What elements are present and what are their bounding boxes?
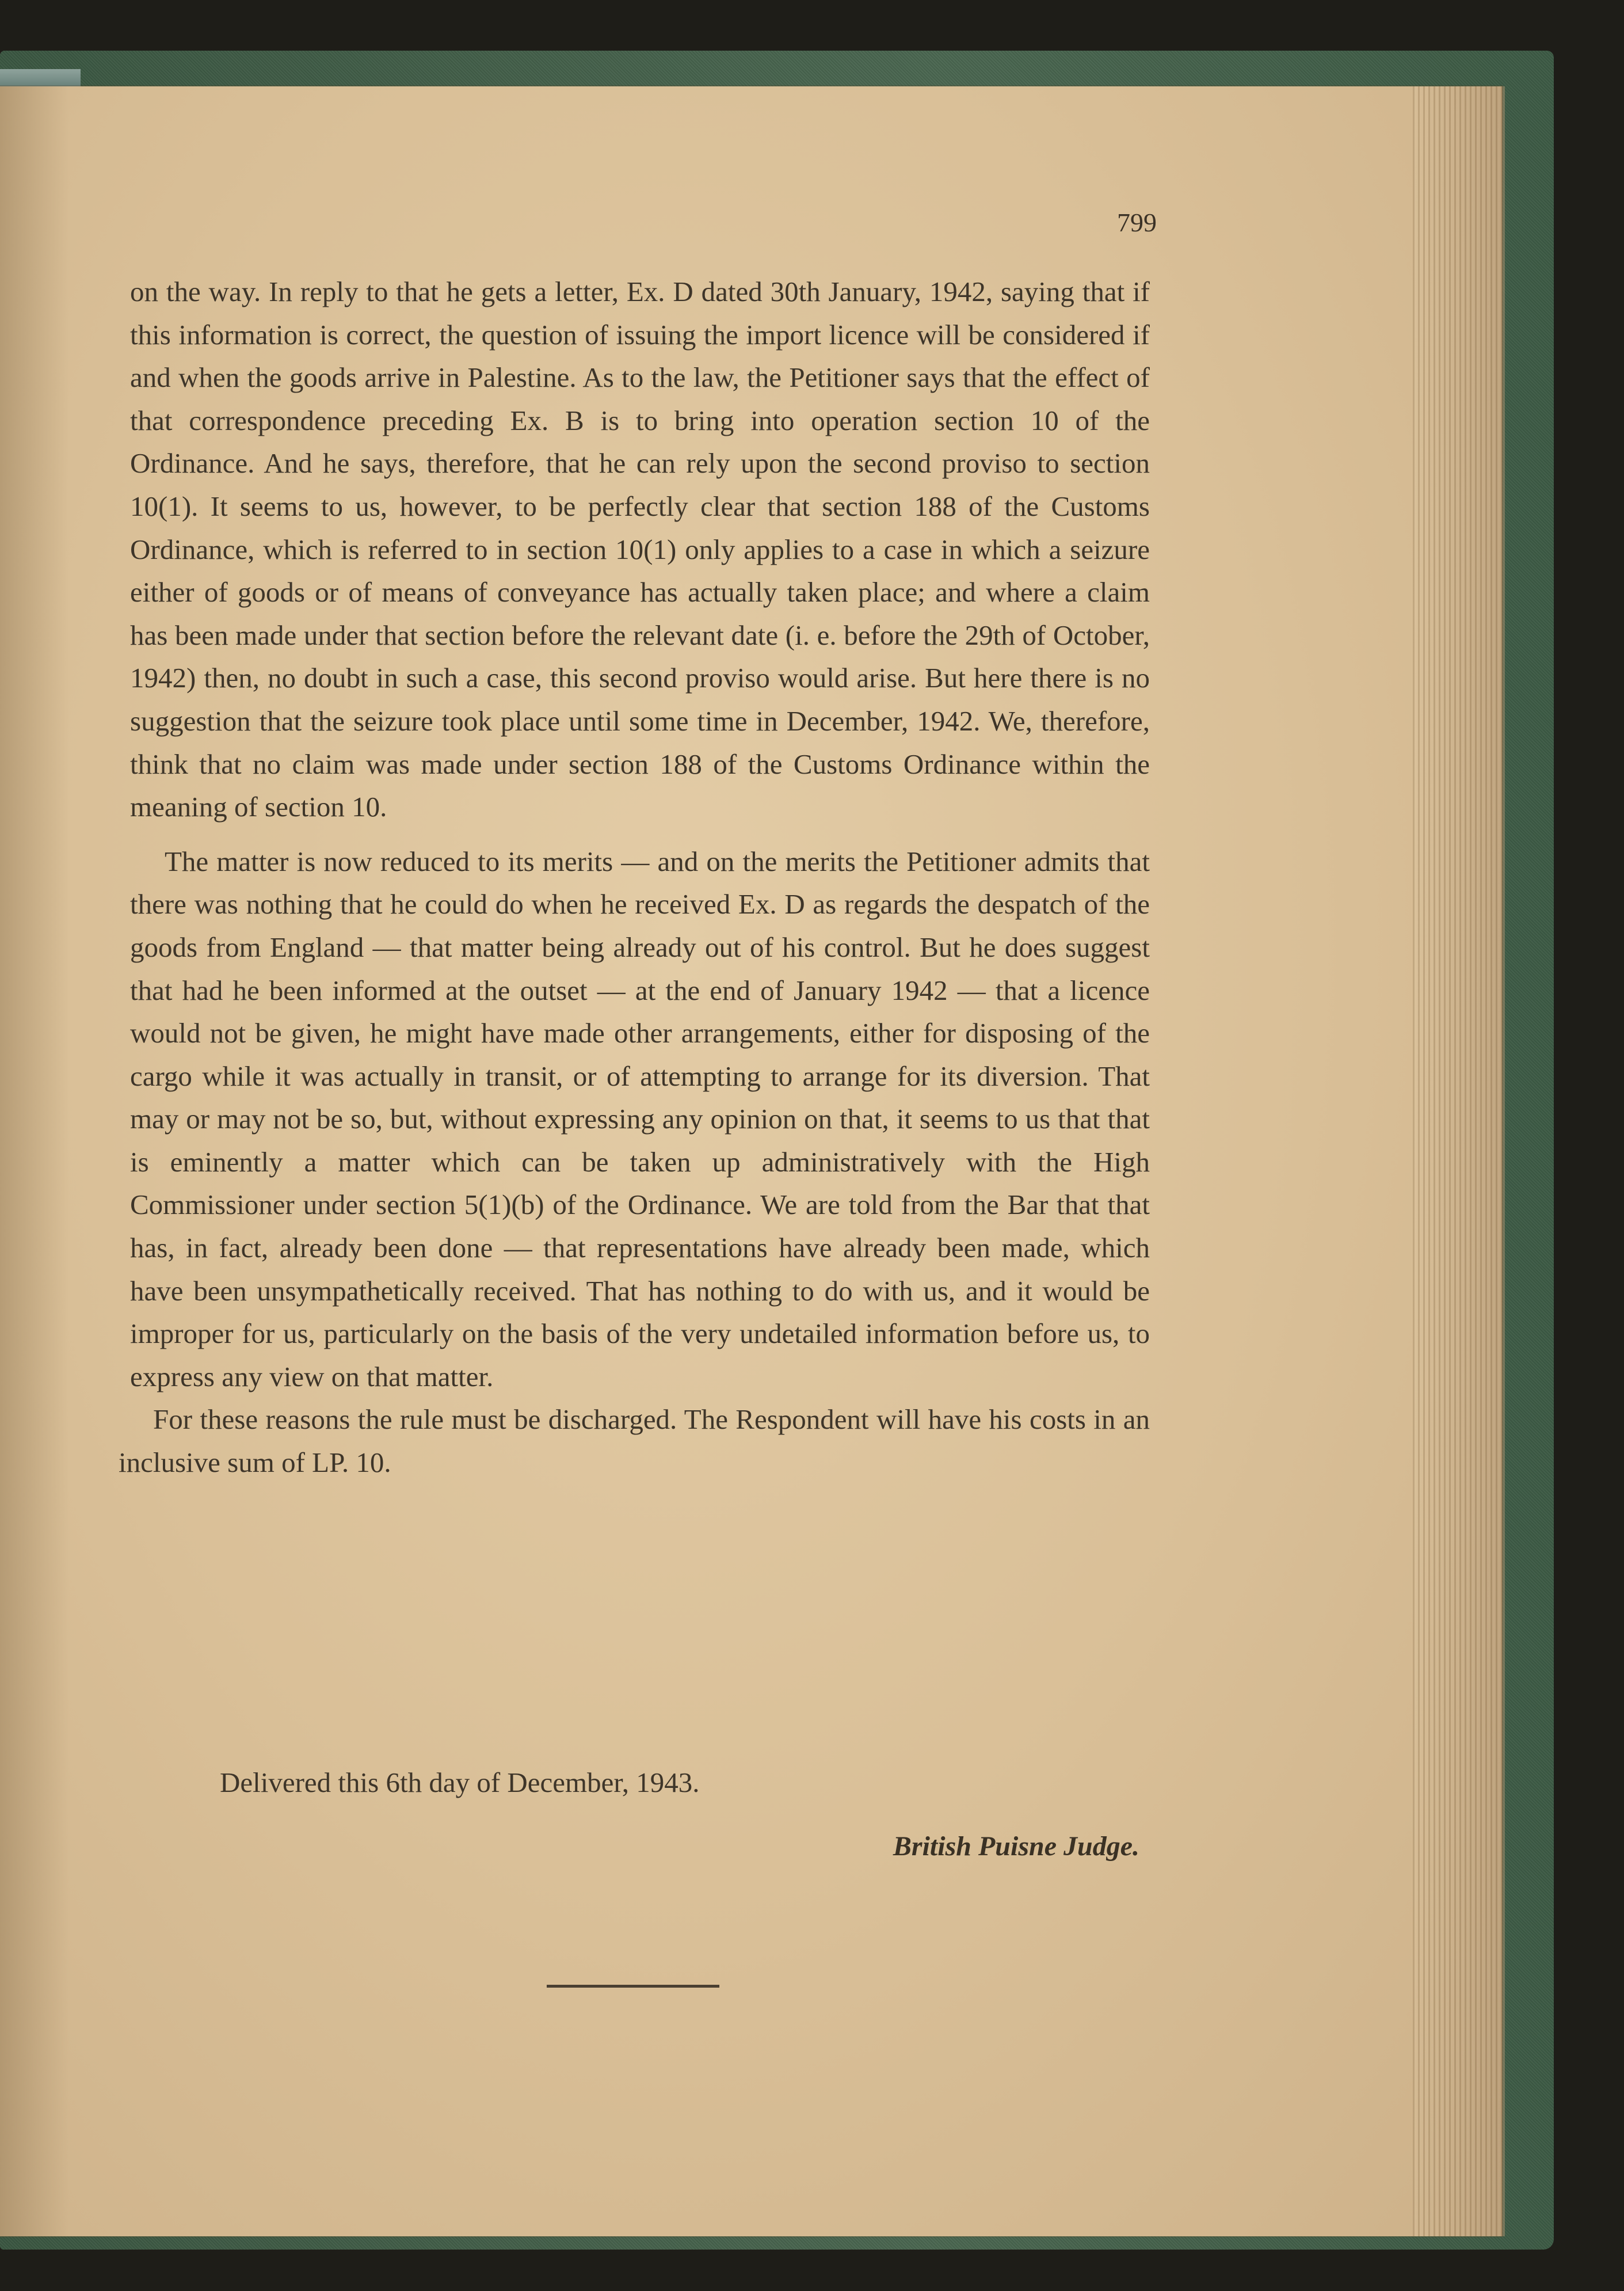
paragraph-1: on the way. In reply to that he gets a letter, Ex. D dated 30th January, 1942, saying that if this information is correct, the question of issuing the import licence will be considered if and when the goods arrive in Palestine. As to the law, the Petitioner says that the effect of that correspondence preceding Ex. B is to bring into operation section 10 of the Ordinance. And he says, therefore, that he can rely upon the second proviso to section 10(1). It seems to us, however, to be perfectly clear that section 188 of the Customs Ordinance, which is referred to in section 10(1) only applies to a case in which a seizure either of goods or of means of conveyance has actually taken place; and where a claim has been made under that section before the relevant date (i. e. before the 29th of October, 1942) then, no doubt in such a case, this second proviso would arise. But here there is no suggestion that the seizure took place until some time in December, 1942. We, therefore, think that no claim was made under section 188 of the Customs Ordinance within the meaning of section 10. xyxy=(130,276,1150,823)
gutter-shadow xyxy=(0,86,69,2236)
end-rule xyxy=(547,1985,719,1988)
judge-signature: British Puisne Judge. xyxy=(893,1831,1139,1862)
judgment-text xyxy=(119,271,1150,1485)
delivery-date-line: Delivered this 6th day of December, 1943. xyxy=(220,1767,700,1798)
paragraph-3: For these reasons the rule must be discharged. The Respondent will have his costs in an inclusive sum of LP. 10. xyxy=(119,1403,1150,1479)
page-number: 799 xyxy=(1117,208,1157,237)
paragraph-2: The matter is now reduced to its merits — and on the merits the Petitioner admits that there was nothing that he could do when he received Ex. D as regards the despatch of the goods from England — that matter being already out of his control. But he does suggest that had he been informed at the outset — at the end of January 1942 — that a licence would not be given, he might have made other arrangements, either for disposing of the cargo while it was actually in transit, or of attempting to arrange for its diversion. That may or may not be so, but, without expressing any opinion on that, it seems to us that that is eminently a matter which can be taken up administratively with the High Commissioner under section 5(1)(b) of the Ordinance. We are told from the Bar that that has, in fact, already been done — that representations have already been made, which have been unsympathetically received. That has nothing to do with us, and it would be improper for us, particularly on the basis of the very undetailed information before us, to express any view on that matter. xyxy=(130,845,1150,1392)
page-fore-edge xyxy=(1413,86,1505,2236)
